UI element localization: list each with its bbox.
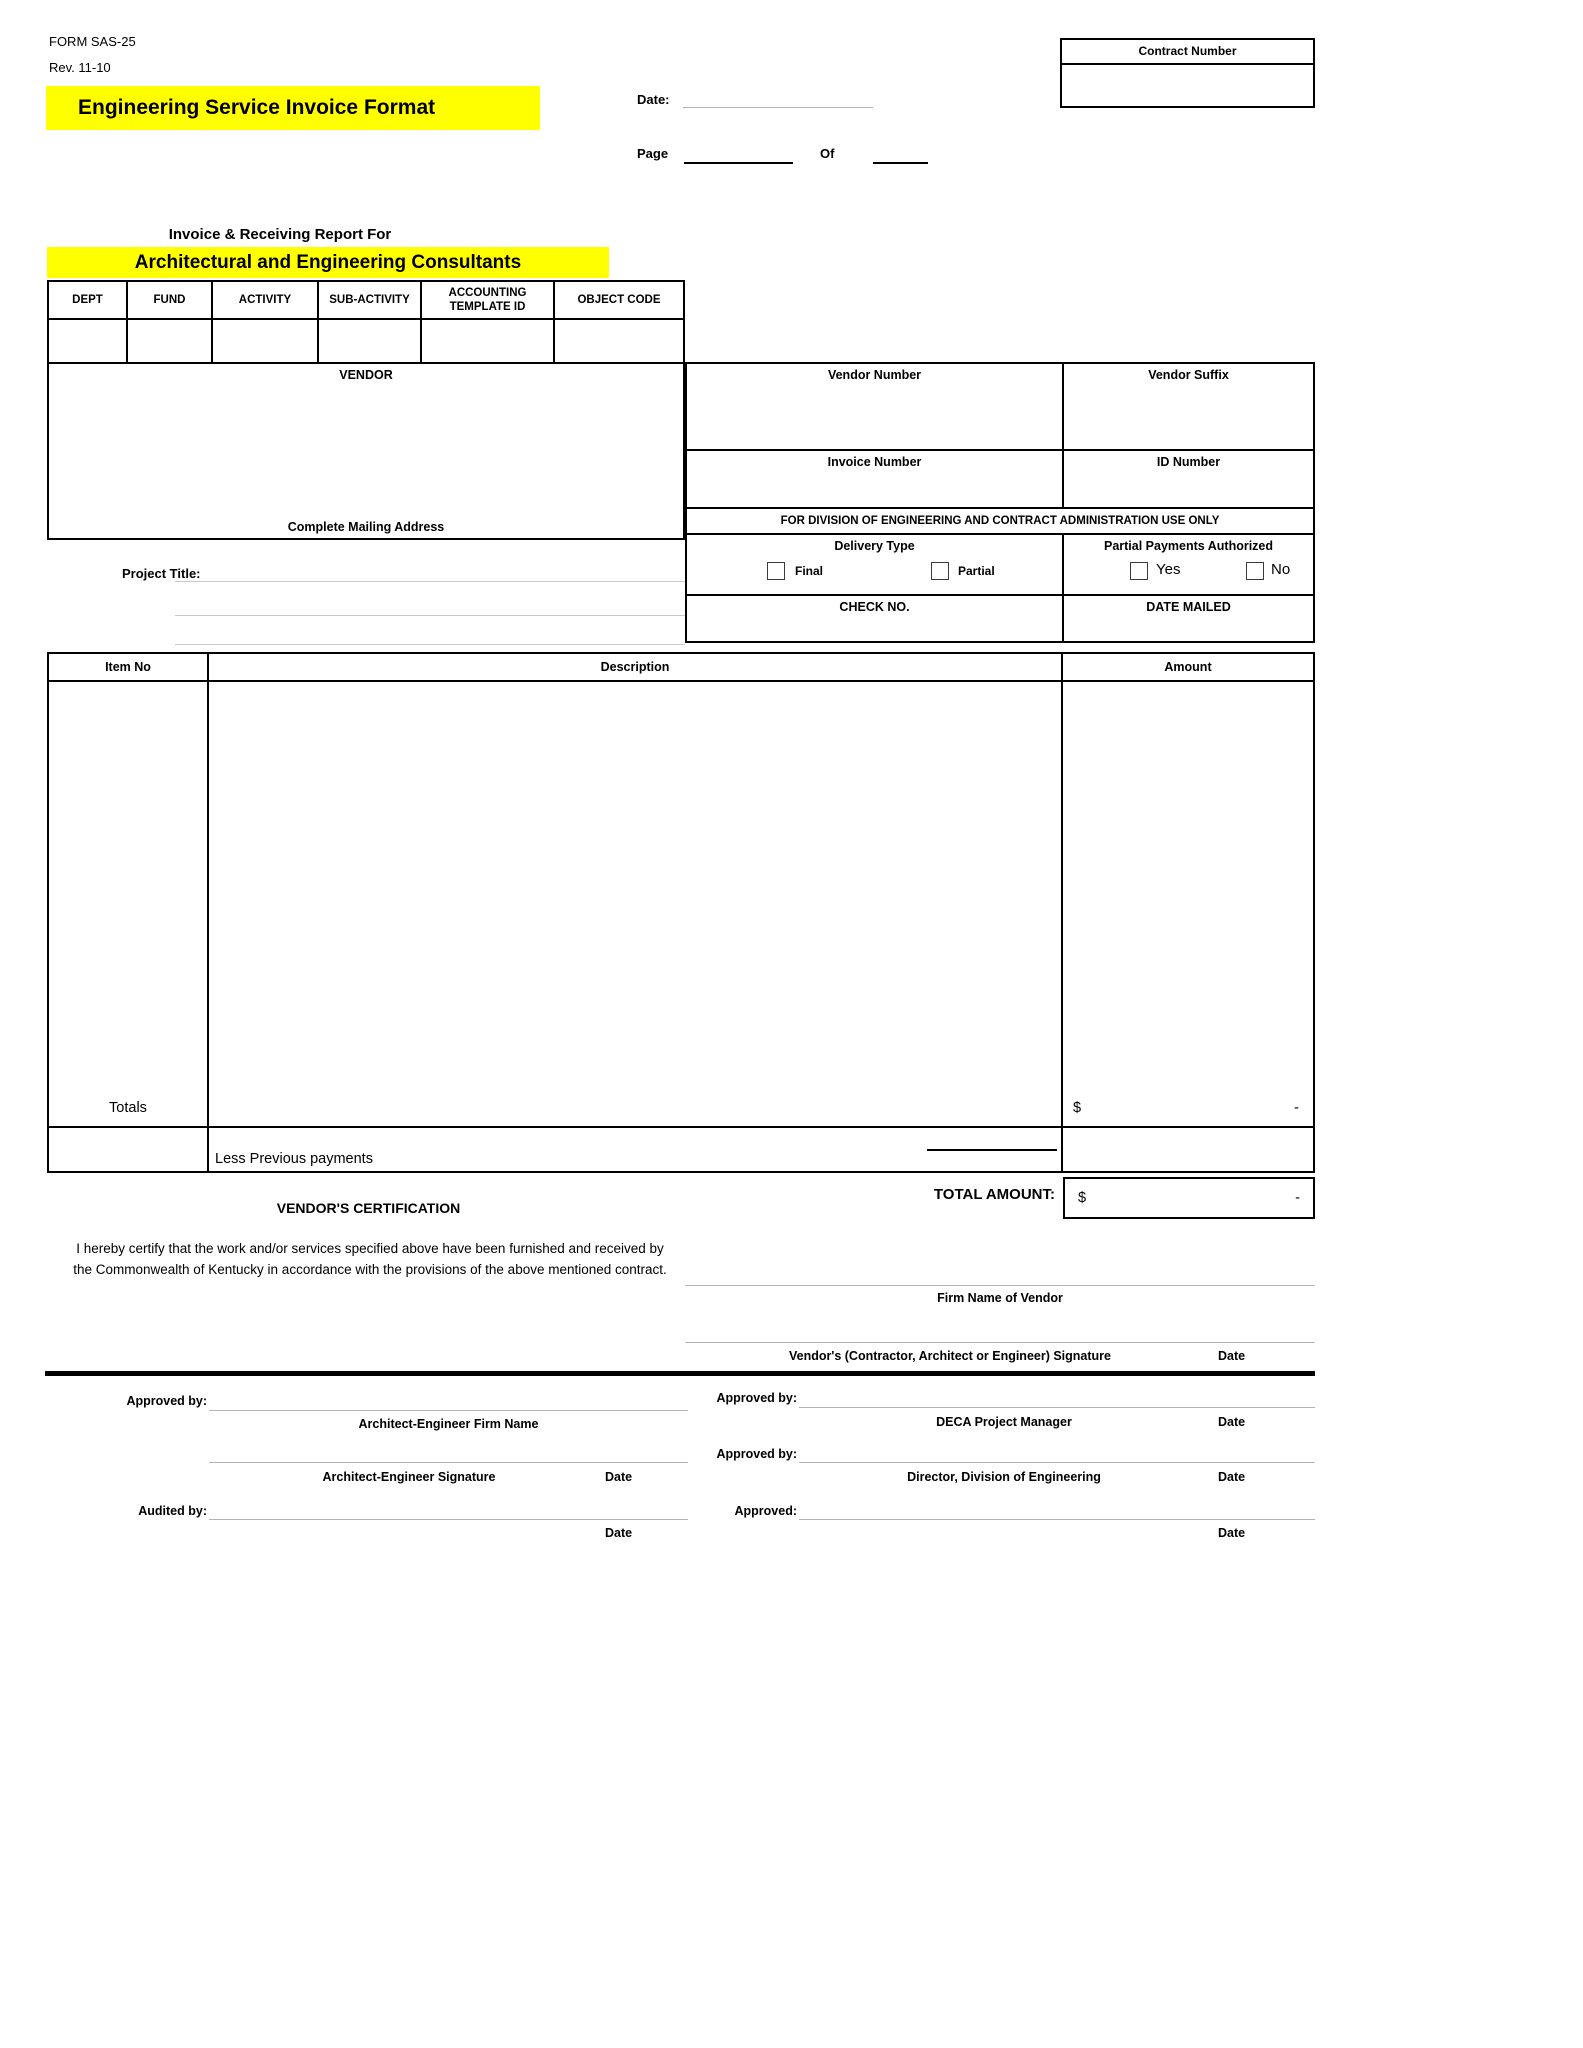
form-title: Engineering Service Invoice Format — [46, 86, 540, 130]
totals-label: Totals — [109, 1100, 147, 1116]
page-input[interactable] — [684, 162, 793, 164]
approved-input[interactable] — [799, 1519, 1315, 1520]
approved-by-label-deca: Approved by: — [716, 1391, 797, 1405]
accounting-header-fund: FUND — [126, 282, 211, 320]
contract-number-input[interactable] — [1062, 65, 1313, 108]
total-amount-currency: $ — [1078, 1190, 1087, 1206]
approved-date-label: Date — [1218, 1526, 1246, 1540]
ae-firm-input[interactable] — [209, 1410, 688, 1411]
report-for-heading: Invoice & Receiving Report For — [168, 226, 392, 243]
accounting-header-object-code: OBJECT CODE — [553, 282, 683, 320]
vendor-admin-panel — [685, 362, 1315, 643]
form-number: FORM SAS-25 — [49, 34, 136, 49]
total-amount-box — [1063, 1177, 1315, 1219]
vendor-number-label: Vendor Number — [827, 368, 922, 382]
vendor-signature-label: Vendor's (Contractor, Architect or Engineer) Signature — [788, 1349, 1111, 1363]
partial-checkbox[interactable] — [931, 562, 949, 580]
delivery-type-label: Delivery Type — [834, 539, 915, 553]
page-of-input[interactable] — [873, 162, 928, 164]
ae-signature-label: Architect-Engineer Signature — [322, 1470, 496, 1484]
no-checkbox[interactable] — [1246, 562, 1264, 580]
project-title-line-3[interactable] — [175, 644, 685, 645]
partial-label: Partial — [958, 564, 995, 578]
final-label: Final — [795, 564, 824, 578]
description-column[interactable] — [207, 682, 1061, 1126]
director-label: Director, Division of Engineering — [907, 1470, 1101, 1484]
accounting-input-dept[interactable] — [49, 320, 126, 364]
id-number-label: ID Number — [1156, 455, 1221, 469]
item-no-column[interactable] — [49, 682, 207, 1126]
contract-number-label: Contract Number — [1062, 40, 1313, 65]
certification-text: I hereby certify that the work and/or services specified above have been furnished and received by the Commonwealth of Kentucky in accordance with the provisions of the above mentioned contract. — [73, 1241, 667, 1277]
form-revision: Rev. 11-10 — [49, 60, 111, 75]
final-checkbox[interactable] — [767, 562, 785, 580]
check-no-label: CHECK NO. — [839, 600, 910, 614]
less-previous-cell — [207, 1126, 1061, 1171]
vendor-suffix-cell[interactable] — [1062, 364, 1313, 449]
contract-number-box — [1060, 38, 1315, 108]
director-input[interactable] — [799, 1462, 1315, 1463]
division-use-only-banner: FOR DIVISION OF ENGINEERING AND CONTRACT ADMINISTRATION USE ONLY — [687, 507, 1313, 533]
items-header-amount: Amount — [1061, 654, 1313, 682]
vendor-label: VENDOR — [339, 368, 393, 382]
ae-signature-date-label: Date — [605, 1470, 633, 1484]
vendor-signature-input[interactable] — [685, 1342, 1315, 1343]
accounting-header-dept: DEPT — [49, 282, 126, 320]
less-previous-amount-cell[interactable] — [1061, 1126, 1313, 1171]
accounting-code-table — [47, 280, 685, 366]
project-title-line-2[interactable] — [175, 615, 685, 616]
id-number-cell[interactable] — [1062, 449, 1313, 507]
accounting-input-template-id[interactable] — [420, 320, 553, 364]
delivery-type-cell — [687, 533, 1062, 594]
total-amount-value: - — [1295, 1190, 1300, 1206]
deca-manager-label: DECA Project Manager — [936, 1415, 1072, 1429]
accounting-input-object-code[interactable] — [553, 320, 683, 364]
audited-by-input[interactable] — [209, 1519, 688, 1520]
accounting-input-activity[interactable] — [211, 320, 317, 364]
firm-name-input[interactable] — [685, 1285, 1315, 1286]
deca-manager-input[interactable] — [799, 1407, 1315, 1408]
certification-heading: VENDOR'S CERTIFICATION — [276, 1200, 461, 1216]
page-label: Page — [637, 146, 669, 161]
accounting-header-activity: ACTIVITY — [211, 282, 317, 320]
consultants-heading: Architectural and Engineering Consultants — [47, 247, 609, 278]
section-divider — [45, 1371, 1315, 1376]
less-previous-item-cell — [49, 1126, 207, 1171]
vendor-number-cell[interactable] — [687, 364, 1062, 449]
of-label: Of — [820, 146, 835, 161]
date-input[interactable] — [683, 107, 873, 108]
audited-date-label: Date — [605, 1526, 633, 1540]
project-title-input[interactable] — [175, 581, 685, 582]
total-amount-label: TOTAL AMOUNT: — [933, 1186, 1055, 1203]
accounting-header-subactivity: SUB-ACTIVITY — [317, 282, 420, 320]
accounting-header-template-id: ACCOUNTING TEMPLATE ID — [420, 282, 553, 320]
date-label: Date: — [637, 92, 670, 107]
items-header-item-no: Item No — [49, 654, 207, 682]
approved-by-label-ae-firm: Approved by: — [126, 1394, 207, 1408]
vendor-address-input[interactable] — [53, 388, 679, 512]
no-label: No — [1271, 561, 1291, 578]
vendor-suffix-label: Vendor Suffix — [1148, 368, 1229, 382]
accounting-input-subactivity[interactable] — [317, 320, 420, 364]
partial-payments-cell — [1062, 533, 1313, 594]
less-previous-label: Less Previous payments — [215, 1151, 373, 1167]
partial-payments-label: Partial Payments Authorized — [1103, 539, 1274, 553]
totals-currency: $ — [1073, 1100, 1082, 1116]
date-mailed-label: DATE MAILED — [1146, 600, 1231, 614]
date-mailed-cell[interactable] — [1062, 594, 1313, 641]
accounting-input-fund[interactable] — [126, 320, 211, 364]
vendor-signature-date-label: Date — [1218, 1349, 1246, 1363]
firm-name-label: Firm Name of Vendor — [937, 1291, 1063, 1305]
invoice-number-cell[interactable] — [687, 449, 1062, 507]
yes-label: Yes — [1156, 561, 1181, 578]
totals-amount-value: - — [1294, 1100, 1299, 1116]
project-title-label: Project Title: — [122, 566, 201, 581]
amount-column[interactable] — [1061, 682, 1313, 1126]
vendor-box — [47, 362, 685, 540]
approved-by-label-director: Approved by: — [716, 1447, 797, 1461]
ae-signature-input[interactable] — [209, 1462, 688, 1463]
invoice-number-label: Invoice Number — [827, 455, 922, 469]
yes-checkbox[interactable] — [1130, 562, 1148, 580]
check-no-cell[interactable] — [687, 594, 1062, 641]
less-previous-input[interactable] — [927, 1149, 1057, 1151]
items-header-description: Description — [207, 654, 1061, 682]
items-table — [47, 652, 1315, 1173]
mailing-address-label: Complete Mailing Address — [287, 520, 445, 534]
audited-by-label: Audited by: — [138, 1504, 207, 1518]
deca-date-label: Date — [1218, 1415, 1246, 1429]
director-date-label: Date — [1218, 1470, 1246, 1484]
ae-firm-label: Architect-Engineer Firm Name — [358, 1417, 539, 1431]
approved-label: Approved: — [734, 1504, 797, 1518]
